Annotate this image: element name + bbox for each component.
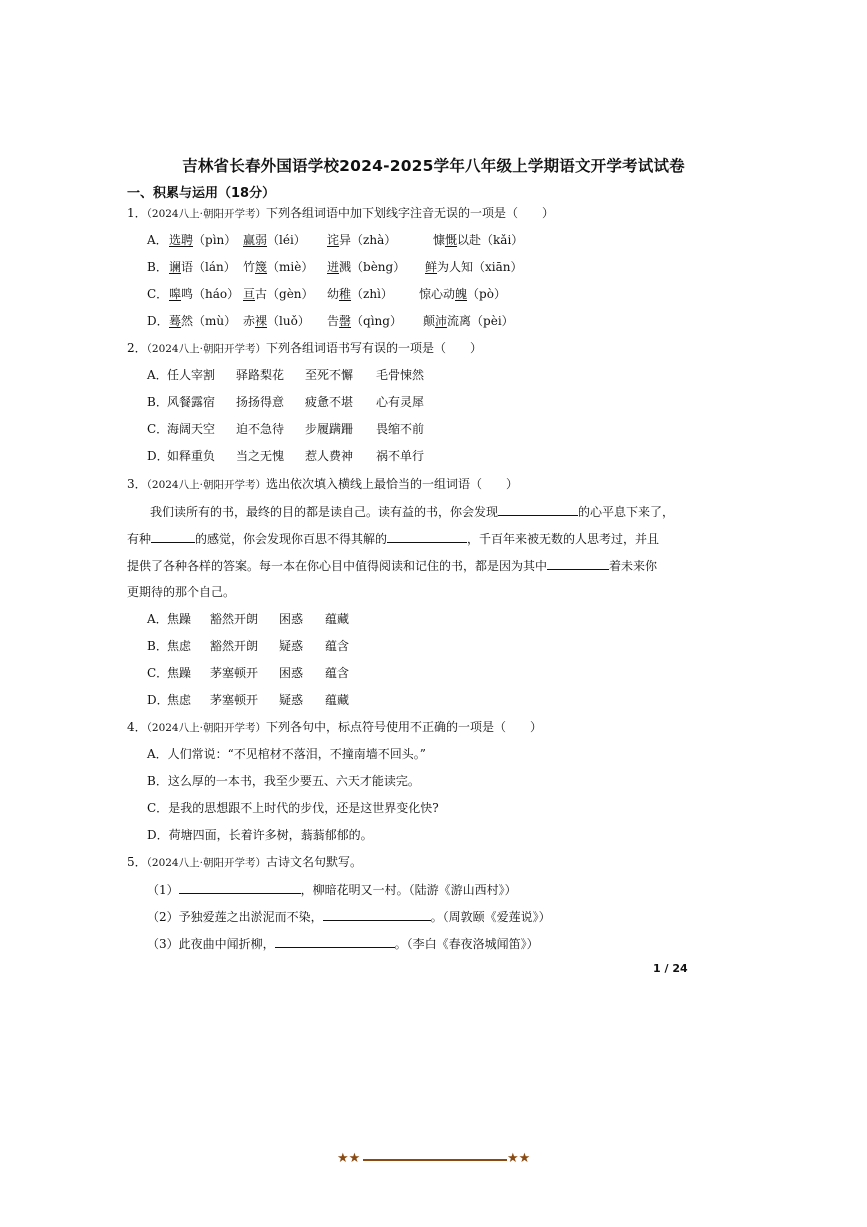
question-number: 1． (127, 206, 147, 220)
underlined-character: 稚 (339, 287, 352, 301)
q1-option-c (147, 286, 506, 302)
question-3-stem (127, 476, 518, 493)
q1-option-b (147, 259, 523, 275)
option-text: 荷塘四面，长着许多树，蓊蓊郁郁的。 (168, 828, 373, 842)
passage-text: 着未来你 (609, 559, 658, 573)
fill-blank (179, 881, 301, 894)
option-label: B． (147, 260, 168, 274)
option-word: 疑惑 (279, 639, 304, 653)
option-word: 豁然开朗 (210, 639, 259, 653)
question-number: 2． (127, 341, 147, 355)
item-text: 。（周敦颐《爱莲说》） (430, 910, 551, 924)
option-word: 毛骨悚然 (376, 368, 425, 382)
option-word: 祸不单行 (376, 449, 425, 463)
item-text: ，柳暗花明又一村。（陆游《游山西村》） (300, 883, 517, 897)
option-word: 豁然开朗 (210, 612, 259, 626)
option-word: 扬扬得意 (236, 395, 285, 409)
item-number: （3） (147, 937, 179, 951)
document-title: 吉林省长春外国语学校2024-2025学年八年级上学期语文开学考试试卷 (182, 157, 685, 175)
item-number: （1） (147, 883, 179, 897)
option-word: 驿路梨花 (236, 368, 285, 382)
pinyin-text: 古（gèn） (255, 287, 314, 301)
option-label: A． (147, 368, 168, 382)
option-label: C． (147, 287, 169, 301)
option-word (423, 313, 514, 329)
fill-blank-1 (498, 503, 578, 516)
question-source-tag: （2024八上·朝阳开学考） (146, 857, 266, 869)
q2-option-a (147, 367, 425, 383)
underlined-character: 亘 (243, 287, 256, 301)
passage-text: 的感觉，你会发现你百思不得其解的 (195, 532, 388, 546)
option-word (327, 313, 402, 329)
question-source-tag: （2024八上·朝阳开学考） (146, 343, 266, 355)
question-text: 下列各句中，标点符号使用不正确的一项是（ ） (265, 720, 542, 734)
q5-item-3 (147, 935, 539, 952)
option-word (327, 259, 405, 275)
option-text: 是我的思想跟不上时代的步伐，还是这世界变化快? (168, 801, 439, 815)
q5-item-2 (147, 908, 551, 925)
passage-text: ，千百年来被无数的人思考过，并且 (467, 532, 660, 546)
pinyin-text: 以赴（kǎi） (457, 233, 524, 247)
pinyin-text: （zhì） (351, 287, 393, 301)
pinyin-text: 流离（pèi） (447, 314, 514, 328)
fill-blank-3 (387, 530, 467, 543)
option-word: 困惑 (279, 666, 304, 680)
option-word (169, 259, 236, 275)
option-label: A． (147, 612, 168, 626)
q2-option-c (147, 421, 425, 437)
option-label: C． (147, 801, 169, 815)
passage-line-2 (127, 530, 659, 547)
q3-option-c (147, 665, 350, 681)
option-word: 焦虑 (167, 639, 192, 653)
question-number: 3． (127, 477, 147, 491)
underlined-character: 鲜 (425, 260, 438, 274)
option-word: 焦躁 (167, 612, 192, 626)
underlined-character: 赢弱 (243, 233, 268, 247)
question-source-tag: （2024八上·朝阳开学考） (146, 208, 266, 220)
word-text: 惊心动 (419, 287, 456, 301)
option-label: D． (147, 314, 169, 328)
question-number: 5． (127, 855, 147, 869)
q2-option-d (147, 448, 425, 464)
option-word (419, 286, 506, 302)
underlined-character: 嗥 (169, 287, 182, 301)
q1-option-a (147, 232, 524, 248)
footer-decoration (337, 1152, 533, 1168)
passage-line-1 (150, 503, 674, 520)
option-word: 茅塞顿开 (210, 693, 259, 707)
option-word: 疑惑 (279, 693, 304, 707)
pinyin-text: （miè） (267, 260, 314, 274)
word-text: 幼 (327, 287, 340, 301)
option-word (327, 286, 393, 302)
item-text: 。（李白《春夜洛城闻笛》） (394, 937, 539, 951)
option-word: 焦虑 (167, 693, 192, 707)
option-word (169, 313, 236, 329)
option-word: 心有灵犀 (376, 395, 425, 409)
option-word (243, 259, 313, 275)
underlined-character: 裸 (255, 314, 268, 328)
q1-option-d (147, 313, 514, 329)
pinyin-text: （pìn） (193, 233, 237, 247)
pinyin-text: （pò） (467, 287, 506, 301)
option-label: D． (147, 828, 169, 842)
option-word (327, 232, 396, 248)
option-word (425, 259, 523, 275)
fill-blank-2 (151, 530, 195, 543)
word-text: 慷 (433, 233, 446, 247)
underlined-character: 魄 (455, 287, 468, 301)
pinyin-text: 为人知（xiān） (437, 260, 523, 274)
option-word (169, 286, 239, 302)
item-text: 此夜曲中闻折柳， (178, 937, 275, 951)
option-word (169, 232, 236, 248)
option-label: B． (147, 639, 168, 653)
underlined-character: 罄 (339, 314, 352, 328)
option-word: 迫不急待 (236, 422, 285, 436)
question-text: 古诗文名句默写。 (265, 855, 362, 869)
star-icon: ★★ (507, 1151, 531, 1166)
q5-item-1 (147, 881, 517, 898)
pinyin-text: （luǒ） (267, 314, 310, 328)
section-heading: 一、积累与运用（18分） (127, 186, 276, 201)
question-2-stem (127, 340, 482, 357)
pinyin-text: 异（zhà） (339, 233, 397, 247)
question-number: 4． (127, 720, 147, 734)
option-word (243, 286, 314, 302)
question-4-stem (127, 719, 542, 736)
option-label: A． (147, 747, 168, 761)
option-word: 疲惫不堪 (305, 395, 354, 409)
question-text: 下列各组词语书写有误的一项是（ ） (265, 341, 482, 355)
q3-option-b (147, 638, 350, 654)
option-word: 茅塞顿开 (210, 666, 259, 680)
option-label: B． (147, 774, 168, 788)
star-icon: ★★ (337, 1151, 361, 1166)
pinyin-text: （qìng） (351, 314, 402, 328)
word-text: 赤 (243, 314, 256, 328)
question-text: 选出依次填入横线上最恰当的一组词语（ ） (265, 477, 518, 491)
pinyin-text: 鸣（háo） (181, 287, 240, 301)
underlined-character: 谰 (169, 260, 182, 274)
question-source-tag: （2024八上·朝阳开学考） (146, 479, 266, 491)
word-text: 竹 (243, 260, 256, 274)
option-word: 海阔天空 (167, 422, 216, 436)
q3-option-d (147, 692, 350, 708)
pinyin-text: 语（lán） (181, 260, 236, 274)
option-word: 畏缩不前 (376, 422, 425, 436)
passage-text: 有种 (127, 532, 152, 546)
option-word: 蕴含 (325, 666, 350, 680)
option-word (243, 313, 310, 329)
pinyin-text: 然（mù） (181, 314, 237, 328)
option-word: 步履蹒跚 (305, 422, 354, 436)
question-source-tag: （2024八上·朝阳开学考） (146, 722, 266, 734)
pinyin-text: （léi） (267, 233, 306, 247)
passage-text: 我们读所有的书，最终的目的都是读自己。读有益的书，你会发现 (150, 505, 499, 519)
footer-rule (363, 1159, 507, 1161)
passage-line-4 (127, 584, 235, 600)
option-word: 困惑 (279, 612, 304, 626)
option-word: 惹人费神 (305, 449, 354, 463)
q4-option-d (147, 827, 373, 843)
option-word: 如释重负 (167, 449, 216, 463)
underlined-character: 蓦 (169, 314, 182, 328)
question-text: 下列各组词语中加下划线字注音无误的一项是（ ） (265, 206, 554, 220)
word-text: 告 (327, 314, 340, 328)
option-text: 这么厚的一本书，我至少要五、六天才能读完。 (167, 774, 420, 788)
fill-blank (275, 935, 395, 948)
option-word: 风餐露宿 (167, 395, 216, 409)
q4-option-a (147, 746, 426, 762)
option-word: 任人宰割 (167, 368, 216, 382)
q4-option-c (147, 800, 439, 816)
option-word: 蕴藏 (325, 693, 350, 707)
underlined-character: 慨 (445, 233, 458, 247)
q3-option-a (147, 611, 350, 627)
underlined-character: 篾 (255, 260, 268, 274)
item-text: 予独爱莲之出淤泥而不染， (178, 910, 323, 924)
question-5-stem (127, 854, 362, 871)
q4-option-b (147, 773, 420, 789)
underlined-character: 迸 (327, 260, 340, 274)
q2-option-b (147, 394, 425, 410)
pinyin-text: 溅（bèng） (339, 260, 406, 274)
option-label: D． (147, 693, 169, 707)
option-word (243, 232, 306, 248)
underlined-character: 选聘 (169, 233, 194, 247)
option-word: 焦躁 (167, 666, 192, 680)
option-word: 蕴藏 (325, 612, 350, 626)
passage-text: 的心平息下来了， (578, 505, 675, 519)
passage-text: 提供了各种各样的答案。每一本在你心目中值得阅读和记住的书，都是因为其中 (127, 559, 548, 573)
option-label: C． (147, 666, 169, 680)
option-label: A． (147, 233, 168, 247)
page-number: 1 / 24 (653, 962, 688, 975)
option-word: 至死不懈 (305, 368, 354, 382)
option-word: 蕴含 (325, 639, 350, 653)
word-text: 颠 (423, 314, 436, 328)
fill-blank (323, 908, 431, 921)
passage-text: 更期待的那个自己。 (127, 585, 236, 599)
fill-blank-4 (547, 557, 609, 570)
option-word (433, 232, 523, 248)
option-word: 当之无愧 (236, 449, 285, 463)
question-1-stem (127, 205, 554, 222)
underlined-character: 沛 (435, 314, 448, 328)
option-label: C． (147, 422, 169, 436)
option-label: D． (147, 449, 169, 463)
underlined-character: 诧 (327, 233, 340, 247)
passage-line-3 (127, 557, 657, 574)
option-label: B． (147, 395, 168, 409)
option-text: 人们常说：“不见棺材不落泪，不撞南墙不回头。” (167, 747, 426, 761)
item-number: （2） (147, 910, 179, 924)
